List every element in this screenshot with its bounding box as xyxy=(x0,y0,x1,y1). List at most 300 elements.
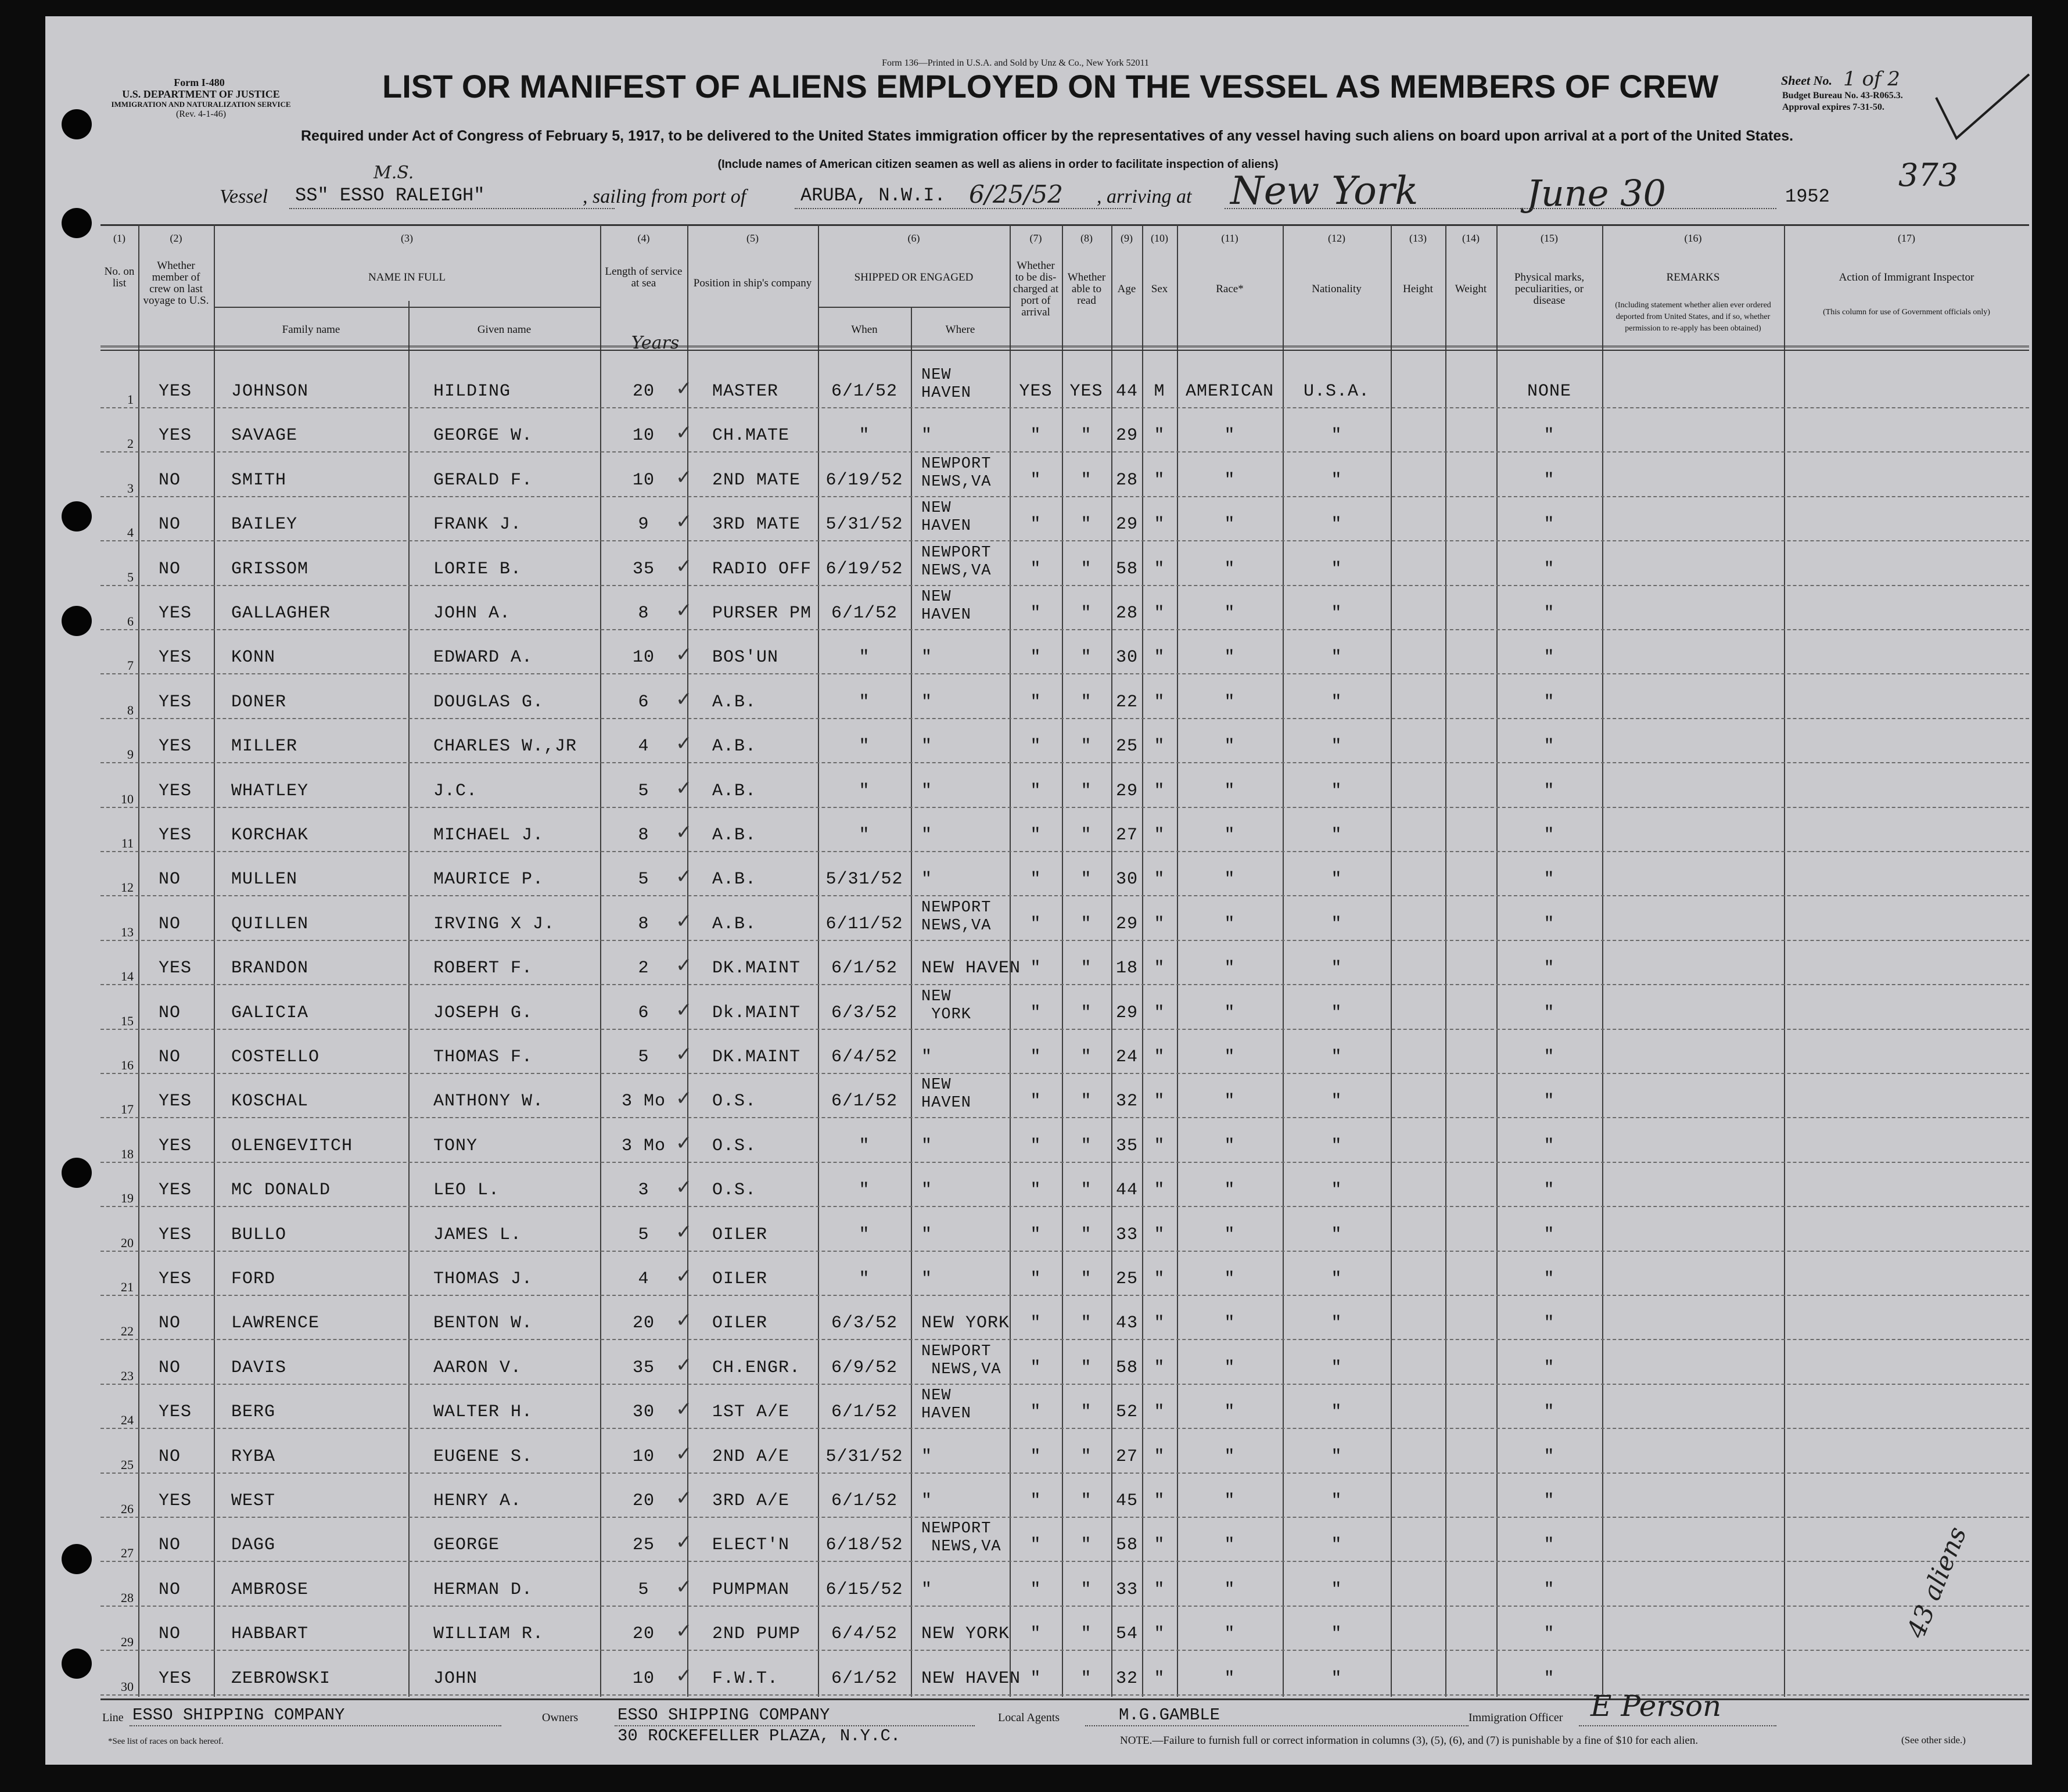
cell-age: 29 xyxy=(1115,1003,1139,1023)
cell-dis: " xyxy=(1030,1136,1042,1156)
cell-nat: " xyxy=(1331,692,1342,712)
row-number: 18 xyxy=(121,1146,134,1161)
cell-read: " xyxy=(1080,737,1092,757)
cell-sex: " xyxy=(1154,1136,1165,1156)
column-header: Whether able to read xyxy=(1067,271,1106,307)
approval-expires: Approval expires 7-31-50. xyxy=(1782,102,1884,112)
cell-dis: " xyxy=(1030,559,1042,579)
cell-nat: " xyxy=(1331,1446,1342,1467)
cell-sex: " xyxy=(1154,870,1165,890)
row-rule xyxy=(100,851,2029,852)
cell-phys: " xyxy=(1543,781,1555,801)
column-divider xyxy=(1177,224,1178,1697)
cell-race: " xyxy=(1224,958,1236,979)
cell-giv: ANTHONY W. xyxy=(433,1091,544,1112)
row-rule xyxy=(100,407,2029,408)
cell-nat: " xyxy=(1331,914,1342,934)
cell-pos: OILER xyxy=(712,1313,768,1334)
cell-giv: FRANK J. xyxy=(433,515,522,535)
cell-voy: NO xyxy=(159,559,181,579)
cell-age: 29 xyxy=(1115,781,1139,801)
cell-sex: " xyxy=(1154,737,1165,757)
vessel-label: Vessel xyxy=(220,186,268,207)
cell-where: NEW YORK xyxy=(921,1624,1010,1644)
cell-voy: NO xyxy=(159,1358,181,1378)
cell-fam: COSTELLO xyxy=(231,1047,320,1067)
cell-sex: " xyxy=(1154,1269,1165,1289)
cell-nat: " xyxy=(1331,1224,1342,1245)
cell-pos: O.S. xyxy=(712,1091,757,1112)
cell-race: " xyxy=(1224,515,1236,535)
agents-value: M.G.GAMBLE xyxy=(1119,1705,1220,1725)
cell-race: " xyxy=(1224,914,1236,934)
cell-pos: O.S. xyxy=(712,1180,757,1201)
cell-where: " xyxy=(921,1224,933,1245)
cell-voy: YES xyxy=(159,1136,192,1156)
cell-phys: " xyxy=(1543,1358,1555,1378)
check-mark-icon: ✓ xyxy=(676,687,692,711)
owners-label: Owners xyxy=(542,1711,579,1724)
cell-race: " xyxy=(1224,1668,1236,1689)
column-header: Sex xyxy=(1151,283,1168,295)
cell-voy: NO xyxy=(159,1003,181,1023)
cell-fam: QUILLEN xyxy=(231,914,309,934)
cell-voy: NO xyxy=(159,1446,181,1467)
cell-voy: YES xyxy=(159,958,192,979)
cell-giv: JAMES L. xyxy=(433,1224,522,1245)
cell-nat: " xyxy=(1331,1269,1342,1289)
row-number: 16 xyxy=(121,1058,134,1072)
cell-read: " xyxy=(1080,648,1092,668)
cell-when: 5/31/52 xyxy=(825,1446,903,1467)
cell-age: 32 xyxy=(1115,1668,1139,1689)
cell-read: " xyxy=(1080,1313,1092,1334)
cell-nat: " xyxy=(1331,1003,1342,1023)
cell-where: " xyxy=(921,692,933,712)
cell-voy: NO xyxy=(159,515,181,535)
column-number: (13) xyxy=(1409,232,1427,244)
cell-phys: " xyxy=(1543,1313,1555,1334)
cell-pos: 2ND MATE xyxy=(712,470,801,490)
cell-nat: " xyxy=(1331,1180,1342,1201)
column-header: Position in ship's company xyxy=(693,277,812,289)
cell-nat: U.S.A. xyxy=(1303,382,1370,401)
cell-when: " xyxy=(859,648,870,668)
cell-pos: MASTER xyxy=(712,382,779,401)
cell-dis: " xyxy=(1030,604,1042,623)
cell-nat: " xyxy=(1331,1535,1342,1556)
year: 1952 xyxy=(1785,186,1830,207)
cell-nat: " xyxy=(1331,1624,1342,1644)
cell-svc: 30 xyxy=(632,1402,655,1423)
cell-sex: " xyxy=(1154,1446,1165,1467)
row-number: 9 xyxy=(127,747,134,762)
cell-svc: 8 xyxy=(638,604,649,623)
cell-read: " xyxy=(1080,1180,1092,1201)
subtitle: Required under Act of Congress of February 5, 1917, to be delivered to the United States immigration officer by the representatives of any vessel having such aliens on board upon arrival at a port of the United States. xyxy=(301,128,1794,144)
cell-phys: " xyxy=(1543,1269,1555,1289)
cell-svc: 3 Mo xyxy=(621,1136,666,1156)
cell-read: " xyxy=(1080,470,1092,490)
cell-nat: " xyxy=(1331,426,1342,446)
column-header: REMARKS xyxy=(1666,271,1720,283)
cell-dis: " xyxy=(1030,1491,1042,1511)
cell-nat: " xyxy=(1331,1091,1342,1112)
budget-bureau: Budget Bureau No. 43-R065.3. xyxy=(1782,91,1903,100)
cell-when: 6/1/52 xyxy=(831,1668,898,1689)
cell-dis: " xyxy=(1030,781,1042,801)
cell-race: " xyxy=(1224,1535,1236,1556)
races-note: *See list of races on back hereof. xyxy=(108,1737,224,1746)
cell-fam: SMITH xyxy=(231,470,287,490)
cell-where: " xyxy=(921,825,933,845)
column-header: Whether member of crew on last voyage to U.S. xyxy=(143,260,209,307)
cell-dis: " xyxy=(1030,1224,1042,1245)
cell-read: " xyxy=(1080,692,1092,712)
owners-value: ESSO SHIPPING COMPANY xyxy=(617,1705,830,1725)
cell-age: 30 xyxy=(1115,870,1139,890)
cell-read: " xyxy=(1080,1269,1092,1289)
cell-sex: " xyxy=(1154,1313,1165,1334)
cell-when: " xyxy=(859,1224,870,1245)
header-subdivider xyxy=(214,307,600,308)
cell-read: " xyxy=(1080,1402,1092,1423)
row-rule xyxy=(100,451,2029,453)
cell-where: NEWPORT NEWS,VA xyxy=(921,455,992,491)
cell-dis: " xyxy=(1030,825,1042,845)
cell-when: " xyxy=(859,825,870,845)
family-name-header: Family name xyxy=(282,324,340,336)
column-header: Age xyxy=(1117,283,1136,295)
cell-phys: " xyxy=(1543,958,1555,979)
cell-sex: " xyxy=(1154,1402,1165,1423)
check-mark-icon: ✓ xyxy=(676,998,692,1022)
cell-when: 6/15/52 xyxy=(825,1579,903,1600)
cell-dis: " xyxy=(1030,648,1042,668)
cell-race: " xyxy=(1224,1402,1236,1423)
check-mark-icon: ✓ xyxy=(676,776,692,800)
check-mark-icon: ✓ xyxy=(676,1619,692,1643)
cell-age: 54 xyxy=(1115,1624,1139,1644)
cell-giv: LEO L. xyxy=(433,1180,500,1201)
row-rule xyxy=(100,1073,2029,1074)
cell-dis: " xyxy=(1030,515,1042,535)
row-number: 11 xyxy=(121,836,134,850)
column-number: (11) xyxy=(1221,232,1238,244)
check-mark-icon: ✓ xyxy=(676,1176,692,1200)
check-mark-icon: ✓ xyxy=(676,1220,692,1244)
punch-hole xyxy=(62,606,92,636)
cell-giv: AARON V. xyxy=(433,1358,522,1378)
cell-sex: " xyxy=(1154,1624,1165,1644)
port-underline xyxy=(795,208,1132,209)
cell-fam: AMBROSE xyxy=(231,1579,309,1600)
row-number: 2 xyxy=(127,436,134,451)
check-mark-icon: ✓ xyxy=(676,465,692,489)
cell-fam: RYBA xyxy=(231,1446,276,1467)
punch-hole xyxy=(62,1158,92,1188)
cell-age: 35 xyxy=(1115,1136,1139,1156)
cell-race: " xyxy=(1224,870,1236,890)
column-divider xyxy=(911,307,912,1697)
cell-where: NEW HAVEN xyxy=(921,1076,972,1112)
cell-fam: DAVIS xyxy=(231,1358,287,1378)
cell-pos: OILER xyxy=(712,1224,768,1245)
vessel-name: SS" ESSO RALEIGH" xyxy=(295,185,485,206)
cell-when: 6/3/52 xyxy=(831,1003,898,1023)
punch-hole xyxy=(62,109,92,139)
revision: (Rev. 4-1-46) xyxy=(175,109,227,119)
column-divider xyxy=(1391,224,1392,1697)
row-rule xyxy=(100,1694,2029,1696)
cell-dis: YES xyxy=(1019,382,1053,401)
cell-nat: " xyxy=(1331,825,1342,845)
column-divider xyxy=(1784,224,1785,1697)
cell-race: " xyxy=(1224,692,1236,712)
cell-read: " xyxy=(1080,914,1092,934)
cell-age: 45 xyxy=(1115,1491,1139,1511)
row-number: 29 xyxy=(121,1635,134,1650)
cell-age: 28 xyxy=(1115,470,1139,490)
arriving-date: June 30 xyxy=(1527,172,1667,214)
row-number: 27 xyxy=(121,1546,134,1561)
cell-voy: YES xyxy=(159,825,192,845)
cell-race: " xyxy=(1224,426,1236,446)
cell-phys: " xyxy=(1543,1491,1555,1511)
cell-sex: " xyxy=(1154,1535,1165,1556)
column-header: Action of Immigrant Inspector xyxy=(1839,271,1974,283)
column-header: No. on list xyxy=(104,265,135,289)
cell-nat: " xyxy=(1331,1358,1342,1378)
cell-where: NEWPORT NEWS,VA xyxy=(921,1520,1001,1556)
sailing-date: 6/25/52 xyxy=(969,180,1063,209)
row-number: 14 xyxy=(121,969,134,984)
cell-nat: " xyxy=(1331,737,1342,757)
row-number: 23 xyxy=(121,1368,134,1383)
row-number: 30 xyxy=(121,1679,134,1694)
arrival-underline xyxy=(1225,208,1776,209)
cell-svc: 35 xyxy=(632,559,655,579)
cell-race: " xyxy=(1224,1224,1236,1245)
cell-voy: NO xyxy=(159,470,181,490)
cell-sex: " xyxy=(1154,1579,1165,1600)
cell-pos: Dk.MAINT xyxy=(712,1003,801,1023)
cell-when: 6/1/52 xyxy=(831,1491,898,1511)
column-divider xyxy=(1602,224,1603,1697)
cell-read: " xyxy=(1080,1358,1092,1378)
arriving-port: New York xyxy=(1230,168,1419,213)
officer-signature: E Person xyxy=(1591,1689,1722,1723)
cell-phys: " xyxy=(1543,1446,1555,1467)
cell-phys: " xyxy=(1543,1180,1555,1201)
cell-pos: 2ND A/E xyxy=(712,1446,790,1467)
cell-age: 18 xyxy=(1115,958,1139,979)
column-number: (12) xyxy=(1328,232,1345,244)
cell-when: 6/19/52 xyxy=(825,470,903,490)
cell-sex: " xyxy=(1154,1224,1165,1245)
see-other-side: (See other side.) xyxy=(1901,1734,1966,1746)
check-mark-icon: ✓ xyxy=(676,865,692,889)
cell-pos: A.B. xyxy=(712,781,757,801)
cell-sex: " xyxy=(1154,515,1165,535)
cell-phys: " xyxy=(1543,648,1555,668)
row-number: 4 xyxy=(127,525,134,540)
cell-svc: 5 xyxy=(638,1047,649,1067)
cell-pos: A.B. xyxy=(712,870,757,890)
cell-dis: " xyxy=(1030,1579,1042,1600)
cell-where: NEW HAVEN xyxy=(921,1668,1021,1689)
column-divider xyxy=(1111,224,1112,1697)
check-mark-icon: ✓ xyxy=(676,377,692,400)
column-number: (15) xyxy=(1541,232,1558,244)
cell-fam: JOHNSON xyxy=(231,382,309,401)
sheet-label: Sheet No. xyxy=(1781,73,1832,88)
cell-when: 6/1/52 xyxy=(831,958,898,979)
cell-sex: " xyxy=(1154,648,1165,668)
cell-read: " xyxy=(1080,781,1092,801)
cell-phys: " xyxy=(1543,1224,1555,1245)
sailing-label: , sailing from port of xyxy=(583,186,746,207)
printer-line: Form 136—Printed in U.S.A. and Sold by Unz & Co., New York 52011 xyxy=(882,58,1149,68)
cell-race: " xyxy=(1224,604,1236,623)
cell-when: 6/19/52 xyxy=(825,559,903,579)
cell-age: 25 xyxy=(1115,1269,1139,1289)
check-mark-icon: ✓ xyxy=(676,421,692,445)
row-number: 15 xyxy=(121,1013,134,1028)
cell-when: " xyxy=(859,781,870,801)
cell-fam: BERG xyxy=(231,1402,276,1423)
cell-pos: O.S. xyxy=(712,1136,757,1156)
form-id: Form I-480 xyxy=(174,77,225,88)
cell-dis: " xyxy=(1030,470,1042,490)
arriving-label: , arriving at xyxy=(1097,186,1192,207)
cell-when: " xyxy=(859,737,870,757)
cell-phys: " xyxy=(1543,914,1555,934)
cell-voy: NO xyxy=(159,870,181,890)
cell-fam: GALICIA xyxy=(231,1003,309,1023)
cell-phys: " xyxy=(1543,1668,1555,1689)
cell-phys: " xyxy=(1543,1579,1555,1600)
cell-nat: " xyxy=(1331,1579,1342,1600)
cell-fam: WHATLEY xyxy=(231,781,309,801)
cell-age: 30 xyxy=(1115,648,1139,668)
row-number: 19 xyxy=(121,1191,134,1206)
column-header: Whether to be dis-charged at port of arrival xyxy=(1013,260,1059,318)
cell-dis: " xyxy=(1030,1624,1042,1644)
cell-voy: YES xyxy=(159,604,192,623)
column-header: Nationality xyxy=(1312,283,1362,295)
column-header: Height xyxy=(1403,283,1433,295)
cell-read: " xyxy=(1080,1003,1092,1023)
cell-when: " xyxy=(859,1269,870,1289)
cell-when: 6/3/52 xyxy=(831,1313,898,1334)
cell-svc: 10 xyxy=(632,426,655,446)
check-mark-icon: ✓ xyxy=(676,1664,692,1687)
column-header: SHIPPED OR ENGAGED xyxy=(854,271,974,283)
column-number: (17) xyxy=(1898,232,1915,244)
cell-svc: 5 xyxy=(638,1224,649,1245)
cell-dis: " xyxy=(1030,1358,1042,1378)
cell-when: " xyxy=(859,1180,870,1201)
cell-phys: " xyxy=(1543,1091,1555,1112)
column-number: (2) xyxy=(170,232,182,244)
cell-where: " xyxy=(921,426,933,446)
column-divider xyxy=(214,224,215,1697)
row-rule xyxy=(100,940,2029,941)
cell-pos: 1ST A/E xyxy=(712,1402,790,1423)
cell-race: " xyxy=(1224,1491,1236,1511)
row-rule xyxy=(100,1473,2029,1474)
cell-nat: " xyxy=(1331,648,1342,668)
row-rule xyxy=(100,1561,2029,1562)
cell-svc: 8 xyxy=(638,914,649,934)
cell-where: NEW HAVEN xyxy=(921,500,972,536)
row-number: 21 xyxy=(121,1280,134,1294)
cell-pos: PURSER PM xyxy=(712,604,812,623)
cell-svc: 2 xyxy=(638,958,649,979)
cell-voy: NO xyxy=(159,1579,181,1600)
owners-address: 30 ROCKEFELLER PLAZA, N.Y.C. xyxy=(617,1726,901,1746)
cell-phys: " xyxy=(1543,870,1555,890)
cell-read: " xyxy=(1080,515,1092,535)
line-underline xyxy=(130,1725,501,1726)
cell-dis: " xyxy=(1030,737,1042,757)
cell-where: " xyxy=(921,1136,933,1156)
row-rule xyxy=(100,1251,2029,1252)
row-number: 6 xyxy=(127,614,134,629)
service: IMMIGRATION AND NATURALIZATION SERVICE xyxy=(111,100,291,109)
row-number: 17 xyxy=(121,1102,134,1117)
cell-giv: MAURICE P. xyxy=(433,870,544,890)
cell-age: 33 xyxy=(1115,1224,1139,1245)
check-mark-icon: ✓ xyxy=(676,1131,692,1155)
cell-read: " xyxy=(1080,958,1092,979)
cell-voy: YES xyxy=(159,781,192,801)
cell-fam: MC DONALD xyxy=(231,1180,331,1201)
cell-pos: BOS'UN xyxy=(712,648,779,668)
cell-giv: J.C. xyxy=(433,781,478,801)
cell-fam: KORCHAK xyxy=(231,825,309,845)
column-header: Weight xyxy=(1455,283,1487,295)
cell-giv: ROBERT F. xyxy=(433,958,533,979)
cell-phys: " xyxy=(1543,1003,1555,1023)
cell-when: 6/4/52 xyxy=(831,1624,898,1644)
cell-giv: MICHAEL J. xyxy=(433,825,544,845)
cell-giv: DOUGLAS G. xyxy=(433,692,544,712)
cell-race: " xyxy=(1224,1003,1236,1023)
column-header: Length of service at sea xyxy=(605,265,683,289)
check-mark-icon: ✓ xyxy=(676,599,692,622)
crew-table xyxy=(100,224,2029,1700)
row-number: 7 xyxy=(127,658,134,673)
cell-race: " xyxy=(1224,470,1236,490)
column-number: (5) xyxy=(746,232,759,244)
row-rule xyxy=(100,807,2029,808)
cell-dis: " xyxy=(1030,1668,1042,1689)
cell-fam: SAVAGE xyxy=(231,426,298,446)
row-rule xyxy=(100,496,2029,497)
cell-where: " xyxy=(921,737,933,757)
cell-age: 27 xyxy=(1115,1446,1139,1467)
row-rule xyxy=(100,1339,2029,1340)
cell-voy: YES xyxy=(159,1091,192,1112)
cell-fam: GALLAGHER xyxy=(231,604,331,623)
cell-where: " xyxy=(921,1269,933,1289)
cell-where: " xyxy=(921,1047,933,1067)
cell-fam: MULLEN xyxy=(231,870,298,890)
cell-age: 25 xyxy=(1115,737,1139,757)
cell-sex: M xyxy=(1154,382,1165,401)
